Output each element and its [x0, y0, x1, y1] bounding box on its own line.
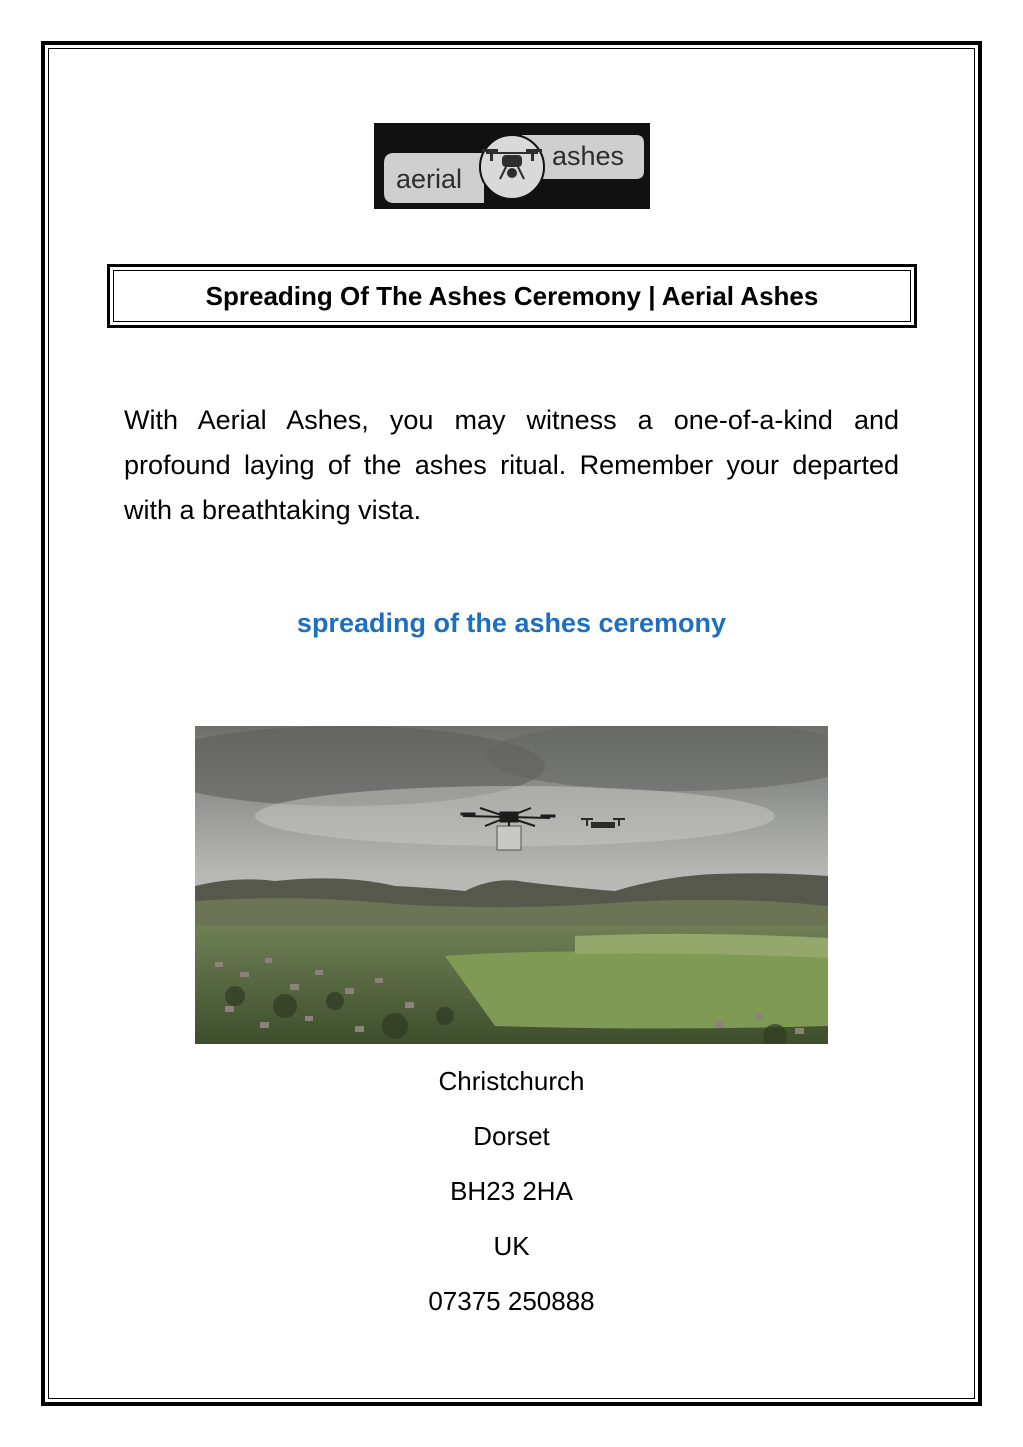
logo-word-right: ashes: [552, 141, 625, 171]
logo-word-left: aerial: [396, 164, 463, 194]
keyword-link[interactable]: spreading of the ashes ceremony: [296, 608, 727, 638]
address-country: UK: [493, 1231, 530, 1261]
address-city: Christchurch: [438, 1066, 585, 1096]
aerial-ashes-logo: [374, 123, 650, 209]
address-block: [0, 1062, 1023, 1337]
address-county: Dorset: [473, 1121, 550, 1151]
intro-paragraph: With Aerial Ashes, you may witness a one-of-a-kind and profound laying of the ashes ritual. Remember your departed with a breathtaking vista.: [124, 405, 899, 525]
page-title: Spreading Of The Ashes Ceremony | Aerial Ashes: [205, 280, 819, 311]
address-postcode: BH23 2HA: [450, 1176, 573, 1206]
title-box: [113, 270, 911, 322]
phone-number: 07375 250888: [428, 1286, 595, 1316]
drone-photo: [195, 726, 828, 1044]
